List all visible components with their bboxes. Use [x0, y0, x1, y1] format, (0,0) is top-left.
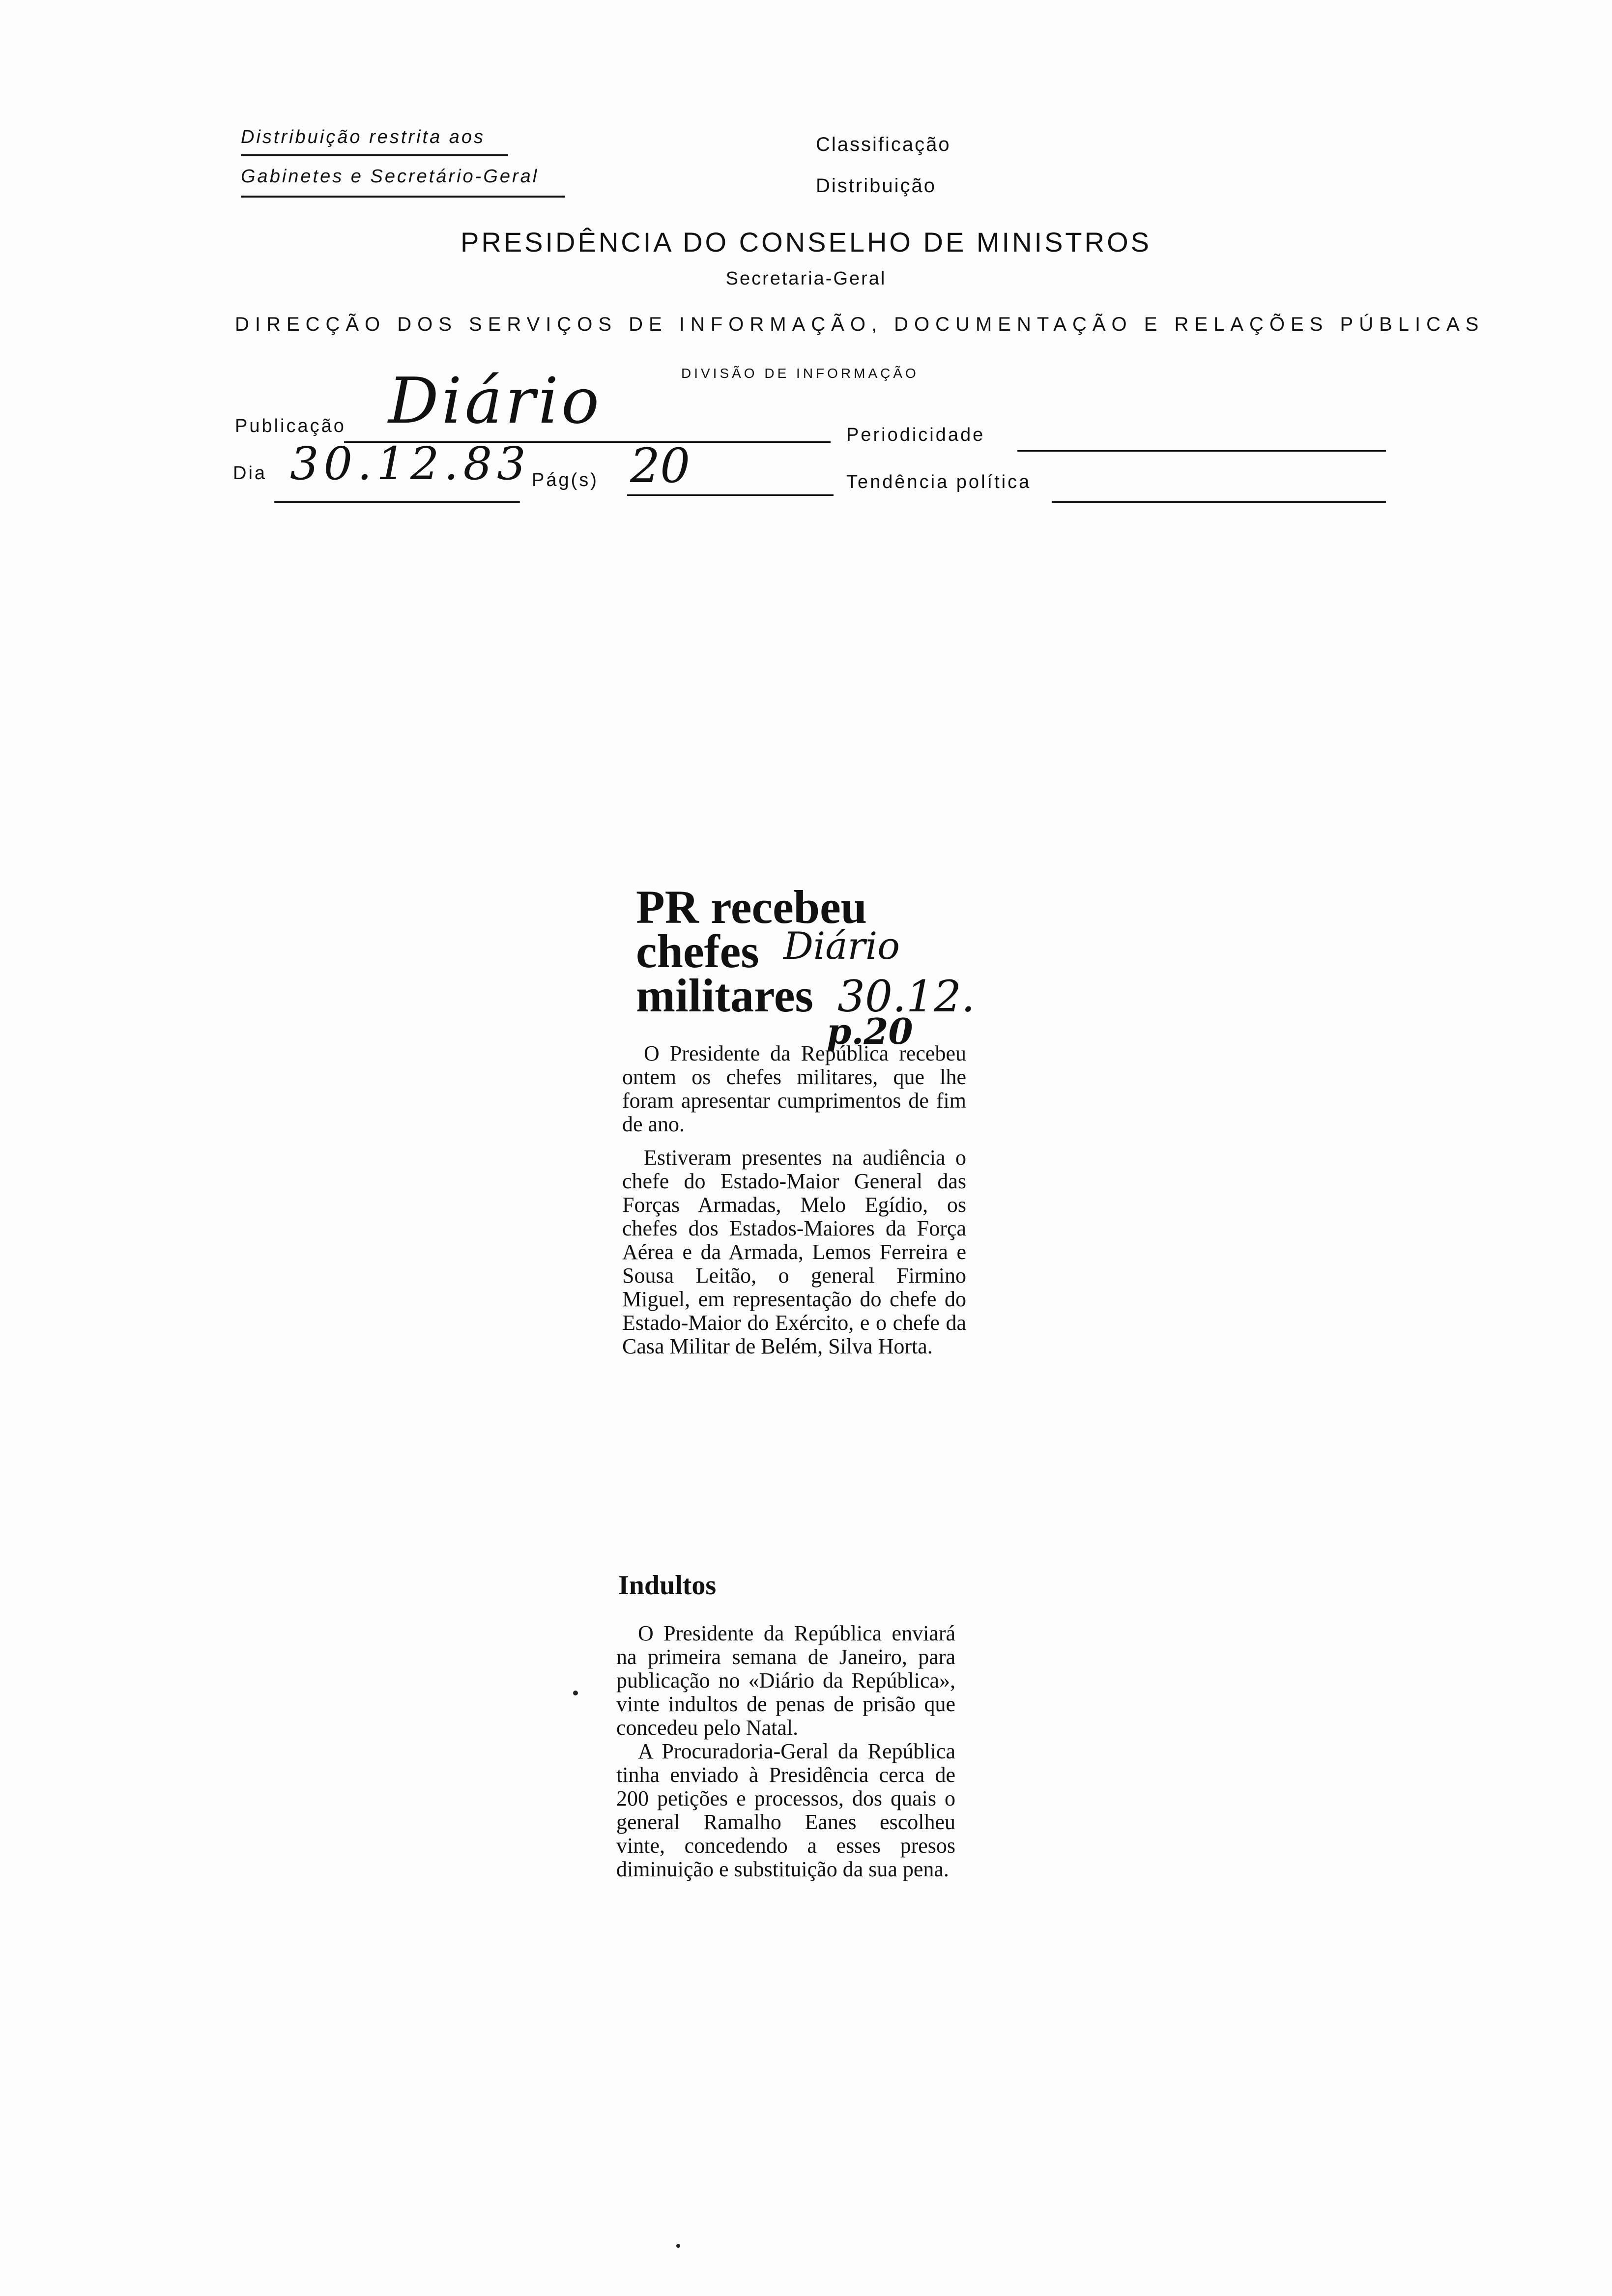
article-subheading: Indultos [618, 1570, 717, 1601]
headline-line-1: PR recebeu [636, 881, 867, 933]
headline-line-3: militares [636, 969, 813, 1022]
periodicity-field-line [1017, 450, 1386, 452]
restriction-line-2: Gabinetes e Secretário-Geral [241, 166, 539, 187]
publication-handwritten-value: Diário [388, 365, 603, 438]
annotation-page: p.20 [827, 1010, 913, 1052]
restriction-underline-1 [241, 154, 508, 156]
distribution-label: Distribuição [816, 175, 936, 197]
political-tendency-label: Tendência política [846, 472, 1032, 492]
day-handwritten-value: 30.12.83 [290, 437, 531, 490]
directorate-line: DIRECÇÃO DOS SERVIÇOS DE INFORMAÇÃO, DOCUMENTAÇÃO E RELAÇÕES PÚBLICAS [235, 314, 1485, 335]
article-paragraph-3: O Presidente da República enviará na primeira semana de Janeiro, para publicação no «Diário da República», vinte indultos de penas de prisão que concedeu pelo Natal. [616, 1621, 955, 1740]
headline-line-2: chefes [636, 925, 759, 977]
article-body-2 [616, 1622, 955, 1881]
scan-speck [573, 1691, 578, 1695]
pages-label: Pág(s) [532, 470, 599, 490]
annotation-source: Diário [783, 924, 900, 968]
day-label: Dia [233, 463, 267, 484]
scan-speck [676, 2244, 680, 2248]
article-paragraph-4: A Procuradoria-Geral da República tinha enviado à Presidência cerca de 200 petições e processos, dos quais o general Ramalho Eanes escolheu vinte, concedendo a esses presos diminuição e substituição da sua pena. [616, 1739, 955, 1881]
page-subtitle: Secretaria-Geral [725, 268, 887, 289]
page-title: PRESIDÊNCIA DO CONSELHO DE MINISTROS [461, 227, 1151, 258]
article-paragraph-1: O Presidente da República recebeu ontem os chefes militares, que lhe foram apresentar cumprimentos de fim de ano. [622, 1041, 966, 1136]
day-field-line [274, 501, 520, 503]
classification-label: Classificação [816, 134, 951, 155]
annotation-date: 30.12. [837, 971, 975, 1022]
publication-label: Publicação [235, 416, 346, 436]
pages-field-line [627, 494, 834, 496]
periodicity-label: Periodicidade [846, 425, 985, 445]
division-line: DIVISÃO DE INFORMAÇÃO [681, 366, 919, 381]
pages-handwritten-value: 20 [630, 438, 691, 493]
political-tendency-field-line [1052, 501, 1386, 503]
article-paragraph-2: Estiveram presentes na audiência o chefe do Estado-Maior General das Forças Armadas, Melo Egídio, os chefes dos Estados-Maiores da Força Aérea e da Armada, Lemos Ferreira e Sousa Leitão, o general Firmino Miguel, em representação do chefe do Estado-Maior do Exército, e o chefe da Casa Militar de Belém, Silva Horta. [622, 1146, 966, 1358]
restriction-line-1: Distribuição restrita aos [241, 127, 486, 147]
newspaper-clipping [616, 875, 975, 2030]
restriction-underline-2 [241, 196, 565, 198]
article-body [622, 1042, 966, 1358]
